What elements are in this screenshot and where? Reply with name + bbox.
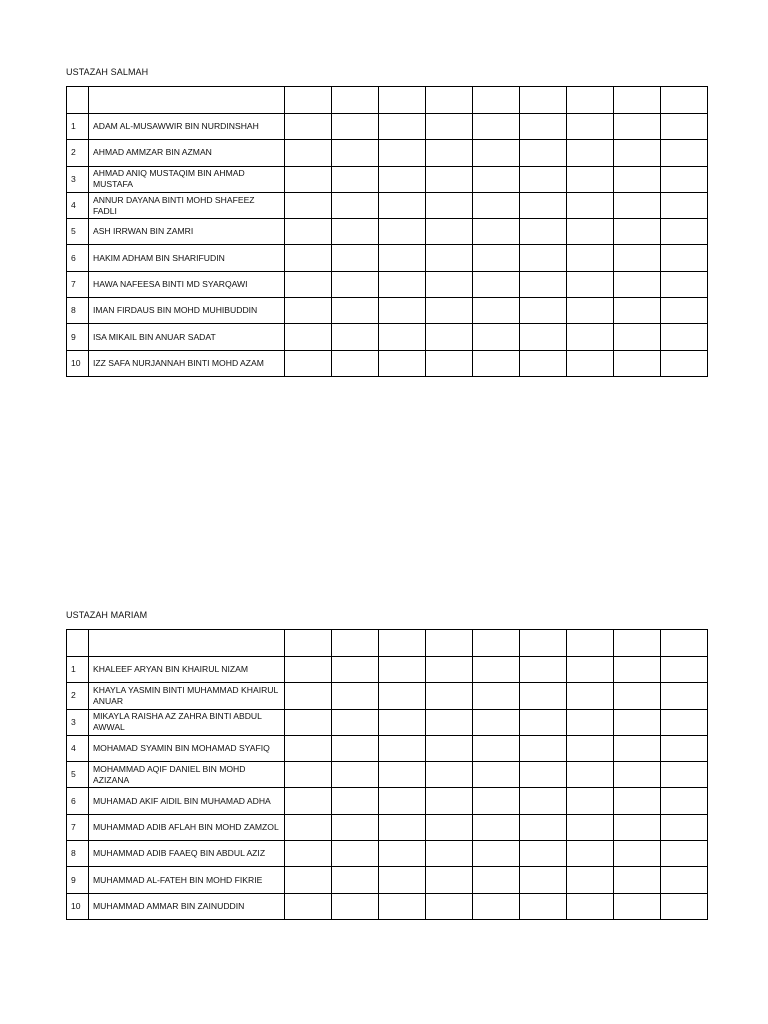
mark-cell (379, 893, 426, 919)
mark-cell (661, 893, 708, 919)
mark-cell (614, 841, 661, 867)
mark-cell (379, 683, 426, 709)
mark-cell (285, 657, 332, 683)
student-number: 3 (67, 166, 89, 192)
mark-cell (379, 350, 426, 376)
student-name: ASH IRRWAN BIN ZAMRI (93, 226, 194, 237)
mark-cell (426, 298, 473, 324)
mark-cell (661, 245, 708, 271)
mark-cell (426, 867, 473, 893)
mark-cell (379, 762, 426, 788)
header-mark-cell (520, 630, 567, 657)
mark-cell (379, 298, 426, 324)
mark-cell (661, 709, 708, 735)
mark-cell (379, 788, 426, 814)
header-number-cell (67, 630, 89, 657)
mark-cell (426, 140, 473, 166)
student-name: MUHAMMAD AMMAR BIN ZAINUDDIN (93, 900, 245, 911)
student-name-cell (89, 893, 285, 919)
student-name-cell (89, 657, 285, 683)
mark-cell (567, 245, 614, 271)
student-number: 6 (67, 245, 89, 271)
table-header-row (67, 630, 708, 657)
mark-cell (614, 709, 661, 735)
mark-cell (520, 298, 567, 324)
mark-cell (614, 114, 661, 140)
mark-cell (379, 657, 426, 683)
mark-cell (661, 657, 708, 683)
table-row (67, 814, 708, 840)
student-number: 10 (67, 893, 89, 919)
student-number: 4 (67, 735, 89, 761)
header-mark-cell (520, 87, 567, 114)
mark-cell (567, 735, 614, 761)
header-mark-cell (473, 87, 520, 114)
table-row (67, 893, 708, 919)
mark-cell (379, 814, 426, 840)
student-name: KHALEEF ARYAN BIN KHAIRUL NIZAM (93, 664, 249, 675)
mark-cell (426, 683, 473, 709)
mark-cell (285, 271, 332, 297)
mark-cell (614, 350, 661, 376)
mark-cell (520, 245, 567, 271)
mark-cell (285, 814, 332, 840)
mark-cell (661, 219, 708, 245)
mark-cell (661, 298, 708, 324)
mark-cell (332, 245, 379, 271)
mark-cell (332, 788, 379, 814)
mark-cell (567, 271, 614, 297)
mark-cell (332, 762, 379, 788)
mark-cell (473, 841, 520, 867)
mark-cell (567, 709, 614, 735)
mark-cell (426, 814, 473, 840)
mark-cell (473, 192, 520, 218)
mark-cell (661, 192, 708, 218)
student-name: MOHAMAD SYAMIN BIN MOHAMAD SYAFIQ (93, 743, 270, 754)
student-name: KHAYLA YASMIN BINTI MUHAMMAD KHAIRUL ANUAR (93, 684, 278, 706)
mark-cell (520, 867, 567, 893)
mark-cell (379, 140, 426, 166)
mark-cell (379, 735, 426, 761)
mark-cell (285, 324, 332, 350)
mark-cell (285, 140, 332, 166)
mark-cell (614, 867, 661, 893)
mark-cell (520, 735, 567, 761)
mark-cell (426, 709, 473, 735)
header-number-cell (67, 87, 89, 114)
mark-cell (473, 271, 520, 297)
mark-cell (426, 893, 473, 919)
mark-cell (614, 192, 661, 218)
mark-cell (332, 298, 379, 324)
table-row (67, 298, 708, 324)
student-name: ISA MIKAIL BIN ANUAR SADAT (93, 331, 216, 342)
student-number: 4 (67, 192, 89, 218)
student-name-cell (89, 350, 285, 376)
mark-cell (473, 219, 520, 245)
student-number: 1 (67, 114, 89, 140)
table-row (67, 867, 708, 893)
mark-cell (567, 219, 614, 245)
section-ustazah-mariam (66, 609, 703, 911)
mark-cell (379, 271, 426, 297)
mark-cell (473, 140, 520, 166)
mark-cell (473, 814, 520, 840)
header-mark-cell (426, 630, 473, 657)
mark-cell (614, 735, 661, 761)
header-mark-cell (614, 87, 661, 114)
mark-cell (567, 841, 614, 867)
mark-cell (520, 350, 567, 376)
student-name-cell (89, 219, 285, 245)
mark-cell (285, 735, 332, 761)
student-name-cell (89, 814, 285, 840)
mark-cell (332, 324, 379, 350)
student-number: 6 (67, 788, 89, 814)
mark-cell (285, 219, 332, 245)
student-name: IZZ SAFA NURJANNAH BINTI MOHD AZAM (93, 357, 264, 368)
mark-cell (285, 245, 332, 271)
student-name: MUHAMMAD AL-FATEH BIN MOHD FIKRIE (93, 874, 263, 885)
mark-cell (661, 788, 708, 814)
mark-cell (520, 324, 567, 350)
mark-cell (332, 219, 379, 245)
mark-cell (661, 814, 708, 840)
student-name-cell (89, 324, 285, 350)
roster-table (66, 86, 708, 377)
mark-cell (520, 709, 567, 735)
mark-cell (567, 350, 614, 376)
mark-cell (567, 114, 614, 140)
mark-cell (426, 219, 473, 245)
header-mark-cell (661, 87, 708, 114)
mark-cell (473, 788, 520, 814)
header-mark-cell (332, 630, 379, 657)
roster-table (66, 629, 708, 920)
mark-cell (661, 350, 708, 376)
student-name: MUHAMMAD ADIB FAAEQ BIN ABDUL AZIZ (93, 848, 266, 859)
mark-cell (285, 709, 332, 735)
mark-cell (473, 867, 520, 893)
mark-cell (614, 219, 661, 245)
mark-cell (661, 140, 708, 166)
mark-cell (520, 762, 567, 788)
student-number: 1 (67, 657, 89, 683)
mark-cell (473, 709, 520, 735)
student-number: 8 (67, 841, 89, 867)
student-name-cell (89, 271, 285, 297)
mark-cell (332, 893, 379, 919)
student-number: 7 (67, 814, 89, 840)
mark-cell (567, 657, 614, 683)
mark-cell (661, 841, 708, 867)
mark-cell (379, 867, 426, 893)
mark-cell (567, 788, 614, 814)
mark-cell (520, 219, 567, 245)
mark-cell (379, 841, 426, 867)
table-row (67, 140, 708, 166)
mark-cell (332, 114, 379, 140)
student-name: MUHAMMAD ADIB AFLAH BIN MOHD ZAMZOL (93, 821, 279, 832)
mark-cell (332, 867, 379, 893)
mark-cell (285, 166, 332, 192)
mark-cell (473, 114, 520, 140)
mark-cell (285, 893, 332, 919)
mark-cell (520, 657, 567, 683)
mark-cell (426, 166, 473, 192)
header-mark-cell (285, 630, 332, 657)
mark-cell (614, 140, 661, 166)
mark-cell (285, 788, 332, 814)
student-name: HAWA NAFEESA BINTI MD SYARQAWI (93, 278, 248, 289)
student-name: AHMAD ANIQ MUSTAQIM BIN AHMAD MUSTAFA (93, 168, 245, 190)
mark-cell (426, 324, 473, 350)
mark-cell (285, 762, 332, 788)
student-number: 5 (67, 219, 89, 245)
table-row (67, 709, 708, 735)
table-row (67, 166, 708, 192)
mark-cell (473, 166, 520, 192)
student-number: 3 (67, 709, 89, 735)
mark-cell (285, 683, 332, 709)
header-mark-cell (332, 87, 379, 114)
mark-cell (614, 788, 661, 814)
table-row (67, 841, 708, 867)
mark-cell (614, 762, 661, 788)
table-row (67, 271, 708, 297)
mark-cell (520, 192, 567, 218)
mark-cell (473, 657, 520, 683)
mark-cell (332, 735, 379, 761)
mark-cell (473, 762, 520, 788)
table-row (67, 350, 708, 376)
mark-cell (661, 114, 708, 140)
table-row (67, 245, 708, 271)
table-row (67, 788, 708, 814)
student-name-cell (89, 841, 285, 867)
mark-cell (661, 166, 708, 192)
mark-cell (614, 683, 661, 709)
mark-cell (379, 245, 426, 271)
mark-cell (285, 841, 332, 867)
mark-cell (332, 657, 379, 683)
mark-cell (473, 324, 520, 350)
mark-cell (661, 324, 708, 350)
mark-cell (567, 867, 614, 893)
student-name: AHMAD AMMZAR BIN AZMAN (93, 147, 212, 158)
header-mark-cell (426, 87, 473, 114)
student-number: 9 (67, 867, 89, 893)
student-number: 10 (67, 350, 89, 376)
student-name-cell (89, 788, 285, 814)
mark-cell (426, 271, 473, 297)
student-name: IMAN FIRDAUS BIN MOHD MUHIBUDDIN (93, 305, 258, 316)
mark-cell (614, 324, 661, 350)
mark-cell (661, 735, 708, 761)
mark-cell (473, 298, 520, 324)
mark-cell (567, 893, 614, 919)
mark-cell (567, 683, 614, 709)
mark-cell (426, 762, 473, 788)
student-number: 2 (67, 683, 89, 709)
mark-cell (520, 140, 567, 166)
mark-cell (614, 657, 661, 683)
mark-cell (285, 114, 332, 140)
mark-cell (426, 841, 473, 867)
mark-cell (332, 166, 379, 192)
mark-cell (426, 192, 473, 218)
mark-cell (473, 245, 520, 271)
mark-cell (614, 298, 661, 324)
mark-cell (379, 166, 426, 192)
table-row (67, 762, 708, 788)
header-mark-cell (567, 630, 614, 657)
student-name-cell (89, 114, 285, 140)
section-ustazah-salmah (66, 66, 703, 368)
table-row (67, 192, 708, 218)
mark-cell (567, 762, 614, 788)
table-header-row (67, 87, 708, 114)
student-number: 8 (67, 298, 89, 324)
header-mark-cell (285, 87, 332, 114)
table-row (67, 114, 708, 140)
student-name: MIKAYLA RAISHA AZ ZAHRA BINTI ABDUL AWWAL (93, 711, 262, 733)
mark-cell (379, 114, 426, 140)
mark-cell (426, 657, 473, 683)
mark-cell (285, 867, 332, 893)
mark-cell (332, 271, 379, 297)
mark-cell (379, 324, 426, 350)
mark-cell (332, 350, 379, 376)
table-row (67, 657, 708, 683)
student-name: MUHAMAD AKIF AIDIL BIN MUHAMAD ADHA (93, 795, 271, 806)
student-name: HAKIM ADHAM BIN SHARIFUDIN (93, 252, 225, 263)
mark-cell (614, 245, 661, 271)
student-name-cell (89, 192, 285, 218)
mark-cell (285, 350, 332, 376)
mark-cell (520, 893, 567, 919)
mark-cell (379, 219, 426, 245)
student-number: 7 (67, 271, 89, 297)
mark-cell (473, 893, 520, 919)
header-name-cell (89, 630, 285, 657)
mark-cell (614, 814, 661, 840)
student-name-cell (89, 166, 285, 192)
header-mark-cell (473, 630, 520, 657)
mark-cell (520, 271, 567, 297)
mark-cell (661, 762, 708, 788)
student-number: 2 (67, 140, 89, 166)
mark-cell (426, 735, 473, 761)
student-name-cell (89, 709, 285, 735)
student-name-cell (89, 298, 285, 324)
student-name: ANNUR DAYANA BINTI MOHD SHAFEEZ FADLI (93, 194, 255, 216)
mark-cell (567, 324, 614, 350)
header-mark-cell (614, 630, 661, 657)
header-mark-cell (379, 87, 426, 114)
mark-cell (379, 709, 426, 735)
mark-cell (332, 192, 379, 218)
mark-cell (567, 814, 614, 840)
mark-cell (520, 683, 567, 709)
mark-cell (661, 867, 708, 893)
mark-cell (661, 683, 708, 709)
student-name: MOHAMMAD AQIF DANIEL BIN MOHD AZIZANA (93, 763, 246, 785)
mark-cell (567, 192, 614, 218)
mark-cell (426, 245, 473, 271)
mark-cell (332, 841, 379, 867)
mark-cell (332, 683, 379, 709)
mark-cell (614, 166, 661, 192)
mark-cell (426, 788, 473, 814)
table-row (67, 735, 708, 761)
header-mark-cell (661, 630, 708, 657)
student-name-cell (89, 245, 285, 271)
mark-cell (661, 271, 708, 297)
mark-cell (473, 683, 520, 709)
mark-cell (285, 192, 332, 218)
table-row (67, 324, 708, 350)
student-name-cell (89, 140, 285, 166)
mark-cell (614, 893, 661, 919)
student-name-cell (89, 867, 285, 893)
student-name-cell (89, 735, 285, 761)
mark-cell (520, 814, 567, 840)
header-mark-cell (567, 87, 614, 114)
student-number: 9 (67, 324, 89, 350)
student-name-cell (89, 683, 285, 709)
mark-cell (473, 735, 520, 761)
student-name-cell (89, 762, 285, 788)
mark-cell (520, 841, 567, 867)
mark-cell (520, 788, 567, 814)
mark-cell (567, 140, 614, 166)
table-row (67, 219, 708, 245)
mark-cell (520, 114, 567, 140)
mark-cell (426, 114, 473, 140)
mark-cell (520, 166, 567, 192)
section-title: USTAZAH SALMAH (66, 67, 149, 77)
student-name: ADAM AL-MUSAWWIR BIN NURDINSHAH (93, 121, 259, 132)
mark-cell (426, 350, 473, 376)
mark-cell (332, 140, 379, 166)
table-row (67, 683, 708, 709)
mark-cell (473, 350, 520, 376)
section-title: USTAZAH MARIAM (66, 610, 148, 620)
header-name-cell (89, 87, 285, 114)
header-mark-cell (379, 630, 426, 657)
mark-cell (285, 298, 332, 324)
mark-cell (567, 166, 614, 192)
mark-cell (332, 814, 379, 840)
mark-cell (614, 271, 661, 297)
student-number: 5 (67, 762, 89, 788)
mark-cell (567, 298, 614, 324)
mark-cell (332, 709, 379, 735)
mark-cell (379, 192, 426, 218)
